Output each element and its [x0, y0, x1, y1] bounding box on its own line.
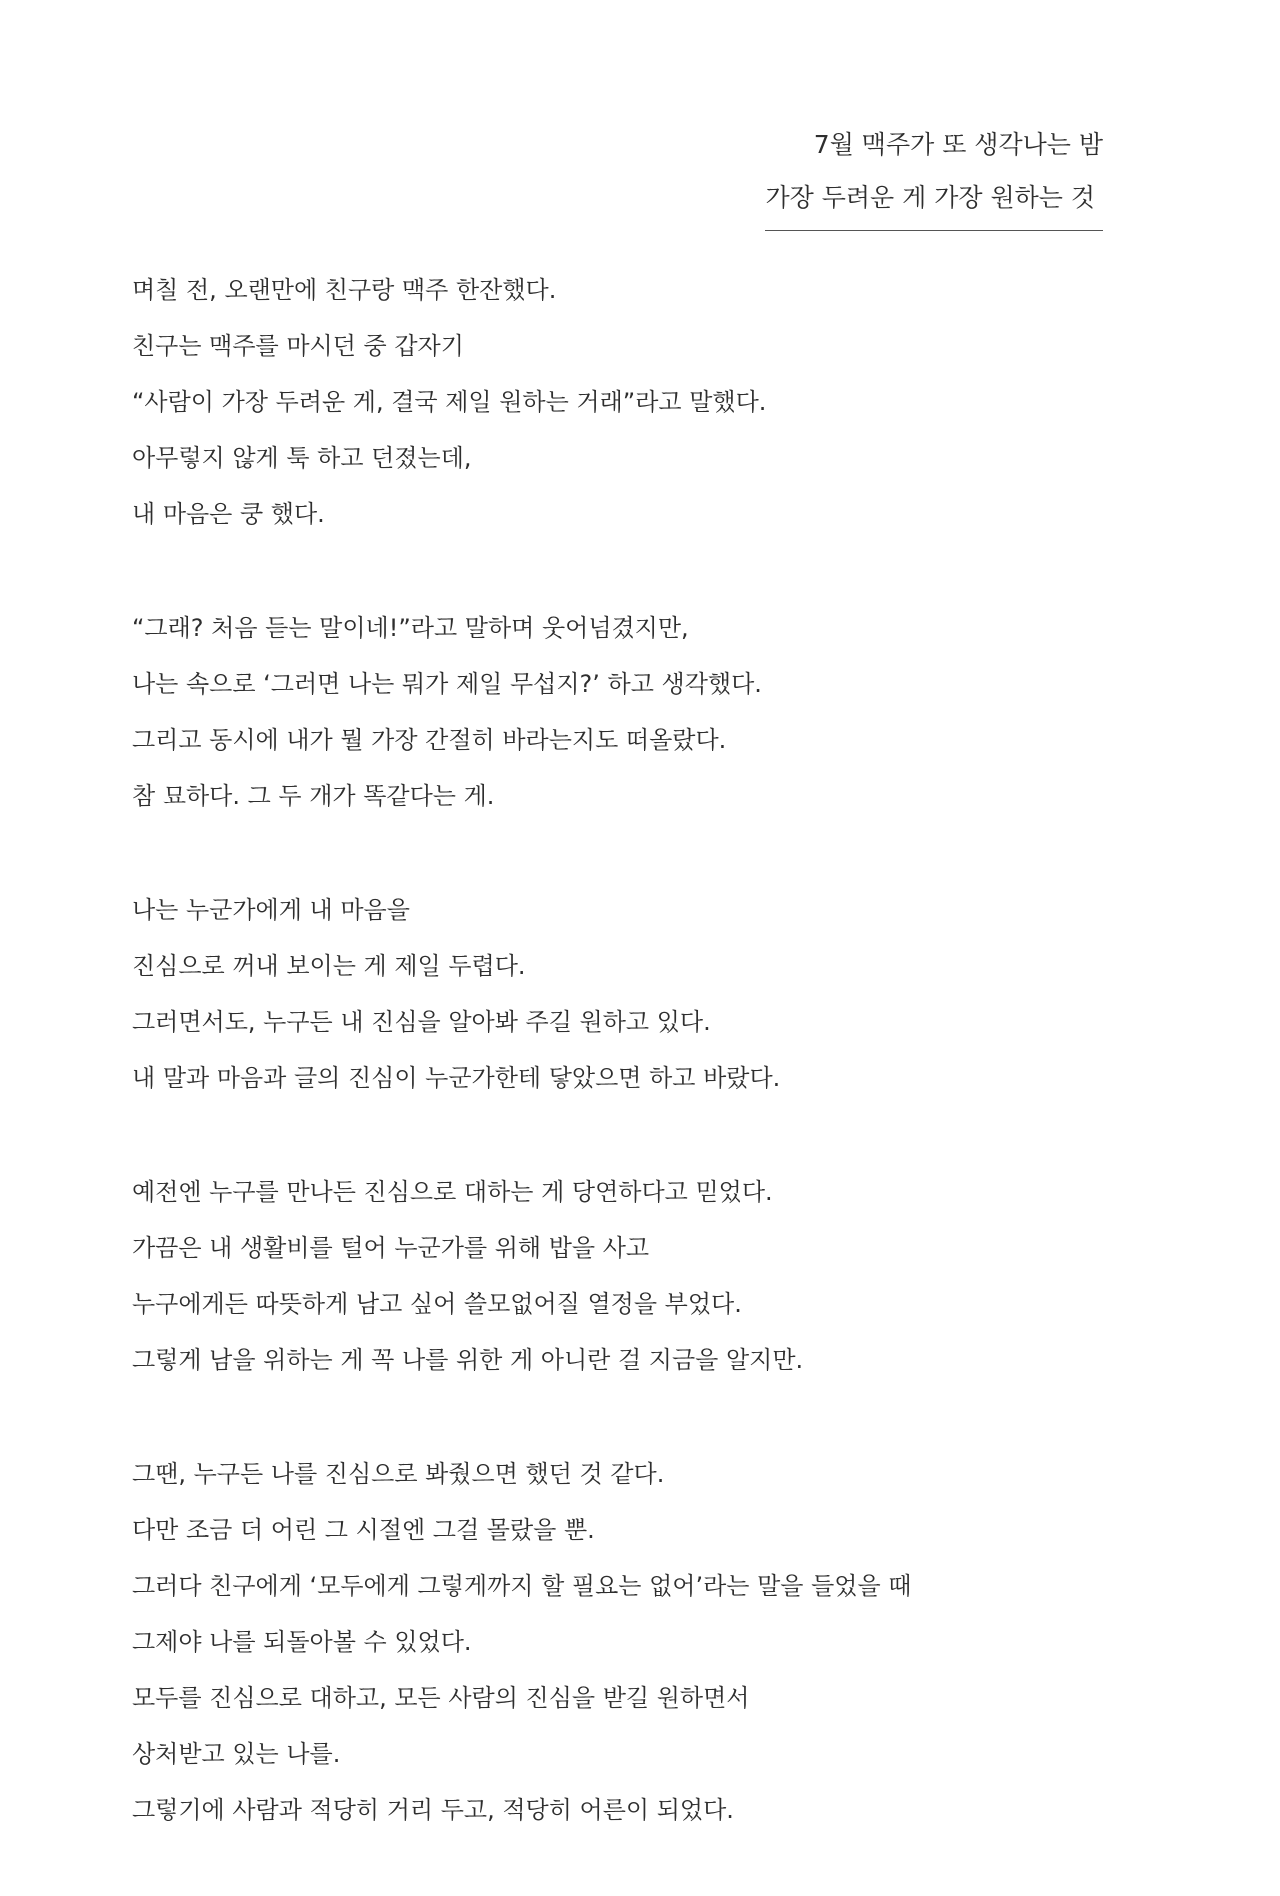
essay-body — [132, 262, 1132, 1896]
text-line: 그러다 친구에게 ‘모두에게 그렇게까지 할 필요는 없어’라는 말을 들었을 때 — [132, 1572, 912, 1600]
text-line: “그래? 처음 듣는 말이네!”라고 말하며 웃어넘겼지만, — [132, 614, 689, 642]
text-line: 아무렇지 않게 툭 하고 던졌는데, — [132, 444, 472, 472]
text-line: 나는 속으로 ‘그러면 나는 뭐가 제일 무섭지?’ 하고 생각했다. — [132, 670, 762, 698]
text-line: 그렇기에 사람과 적당히 거리 두고, 적당히 어른이 되었다. — [132, 1796, 734, 1824]
text-line: 상처받고 있는 나를. — [132, 1740, 341, 1768]
text-line: 그렇게 남을 위하는 게 꼭 나를 위한 게 아니란 걸 지금을 알지만. — [132, 1346, 804, 1374]
text-line: 참 묘하다. 그 두 개가 똑같다는 게. — [132, 782, 495, 810]
text-line: 며칠 전, 오랜만에 친구랑 맥주 한잔했다. — [132, 276, 557, 304]
text-line: 내 마음은 쿵 했다. — [132, 500, 325, 528]
paragraph — [132, 600, 1132, 824]
paragraph — [132, 262, 1132, 542]
text-line: 친구는 맥주를 마시던 중 갑자기 — [132, 332, 464, 360]
paragraph — [132, 1446, 1132, 1838]
text-line: 그제야 나를 되돌아볼 수 있었다. — [132, 1628, 472, 1656]
text-line: 그러면서도, 누구든 내 진심을 알아봐 주길 원하고 있다. — [132, 1008, 711, 1036]
text-line: 누구에게든 따뜻하게 남고 싶어 쓸모없어질 열정을 부었다. — [132, 1290, 742, 1318]
text-line: 그리고 동시에 내가 뭘 가장 간절히 바라는지도 떠올랐다. — [132, 726, 727, 754]
paragraph — [132, 882, 1132, 1106]
text-line: 나는 누군가에게 내 마음을 — [132, 896, 410, 924]
text-line: 그땐, 누구든 나를 진심으로 봐줬으면 했던 것 같다. — [132, 1460, 665, 1488]
series-title: 7월 맥주가 또 생각나는 밤 — [813, 130, 1103, 159]
text-line: 진심으로 꺼내 보이는 게 제일 두렵다. — [132, 952, 526, 980]
text-line: 내 말과 마음과 글의 진심이 누군가한테 닿았으면 하고 바랐다. — [132, 1064, 781, 1092]
text-line: 모두를 진심으로 대하고, 모든 사람의 진심을 받길 원하면서 — [132, 1684, 750, 1712]
paragraph — [132, 1164, 1132, 1388]
text-line: 예전엔 누구를 만나든 진심으로 대하는 게 당연하다고 믿었다. — [132, 1178, 773, 1206]
essay-title: 가장 두려운 게 가장 원하는 것 — [765, 171, 1103, 231]
essay-header — [765, 118, 1103, 231]
text-line: “사람이 가장 두려운 게, 결국 제일 원하는 거래”라고 말했다. — [132, 388, 767, 416]
text-line: 다만 조금 더 어린 그 시절엔 그걸 몰랐을 뿐. — [132, 1516, 595, 1544]
text-line: 가끔은 내 생활비를 털어 누군가를 위해 밥을 사고 — [132, 1234, 650, 1262]
